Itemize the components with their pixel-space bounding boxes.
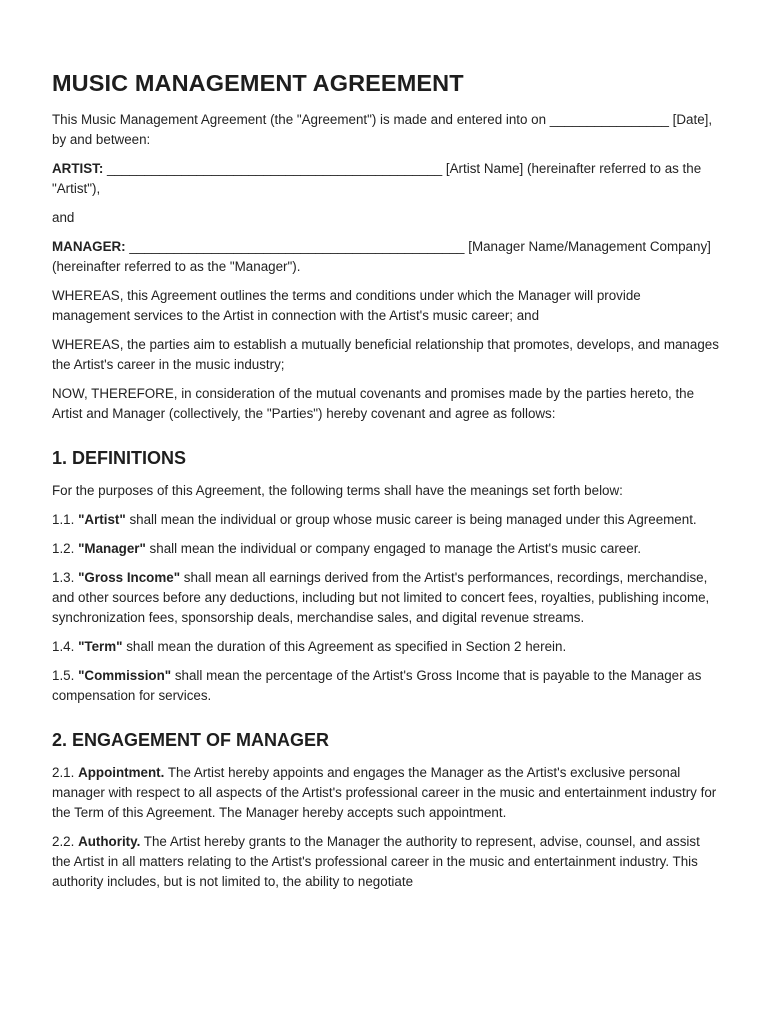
clause-text: shall mean the individual or group whose music career is being managed under this Agreement.: [125, 512, 697, 527]
artist-text: _____________________________________________ [Artist Name] (hereinafter referred to as the "Artist"),: [52, 161, 702, 196]
clause-text: The Artist hereby grants to the Manager the authority to represent, advise, counsel, and assist the Artist in all matters relating to the Artist's professional career in the music and entertainment industry. This authority includes, but is not limited to, the ability to negotiate: [52, 834, 700, 889]
clause-number: 1.3.: [52, 570, 79, 585]
definition-item: [52, 510, 720, 530]
clause-text: shall mean the duration of this Agreement as specified in Section 2 herein.: [122, 639, 567, 654]
clause-text: shall mean all earnings derived from the Artist's performances, recordings, merchandise, and other sources before any deductions, including but not limited to concert fees, royalties, publishing income, synchronization fees, sponsorship deals, merchandise sales, and digital revenue streams.: [52, 570, 710, 625]
manager-text: _____________________________________________ [Manager Name/Management Company] (hereinafter referred to as the "Manager").: [52, 239, 711, 274]
defined-term: "Gross Income": [78, 570, 181, 585]
engagement-item: [52, 763, 720, 823]
definition-item: [52, 539, 720, 559]
clause-term: Appointment.: [78, 765, 165, 780]
section-1-intro: For the purposes of this Agreement, the following terms shall have the meanings set forth below:: [52, 483, 623, 498]
whereas-paragraph-1: WHEREAS, this Agreement outlines the terms and conditions under which the Manager will provide management services to the Artist in connection with the Artist's music career; and: [52, 288, 641, 323]
engagement-item: [52, 832, 720, 892]
intro-paragraph: This Music Management Agreement (the "Agreement") is made and entered into on ________________ [Date], by and between:: [52, 112, 713, 147]
clause-text: shall mean the percentage of the Artist's Gross Income that is payable to the Manager as compensation for services.: [52, 668, 702, 703]
defined-term: "Commission": [78, 668, 172, 683]
clause-number: 1.2.: [52, 541, 79, 556]
clause-number: 2.2.: [52, 834, 79, 849]
manager-label: MANAGER:: [52, 239, 126, 254]
defined-term: "Artist": [78, 512, 126, 527]
defined-term: "Term": [78, 639, 123, 654]
definition-item: [52, 568, 720, 628]
definition-item: [52, 637, 720, 657]
defined-term: "Manager": [78, 541, 146, 556]
document-title: MUSIC MANAGEMENT AGREEMENT: [52, 70, 464, 96]
manager-line: [52, 237, 720, 277]
clause-number: 2.1.: [52, 765, 79, 780]
clause-number: 1.4.: [52, 639, 79, 654]
clause-number: 1.1.: [52, 512, 79, 527]
now-therefore-paragraph: NOW, THEREFORE, in consideration of the mutual covenants and promises made by the parties hereto, the Artist and Manager (collectively, the "Parties") hereby covenant and agree as follows:: [52, 386, 695, 421]
and-line: and: [52, 210, 75, 225]
clause-text: shall mean the individual or company engaged to manage the Artist's music career.: [145, 541, 642, 556]
clause-number: 1.5.: [52, 668, 79, 683]
artist-label: ARTIST:: [52, 161, 104, 176]
section-1-heading: 1. DEFINITIONS: [52, 448, 187, 468]
section-2-heading: 2. ENGAGEMENT OF MANAGER: [52, 730, 330, 750]
definition-item: [52, 666, 720, 706]
clause-text: The Artist hereby appoints and engages the Manager as the Artist's exclusive personal manager with respect to all aspects of the Artist's professional career in the music and entertainment industry for the Term of this Agreement. The Manager hereby accepts such appointment.: [52, 765, 717, 820]
clause-term: Authority.: [78, 834, 141, 849]
artist-line: [52, 159, 720, 199]
whereas-paragraph-2: WHEREAS, the parties aim to establish a mutually beneficial relationship that promotes, develops, and manages the Artist's career in the music industry;: [52, 337, 719, 372]
